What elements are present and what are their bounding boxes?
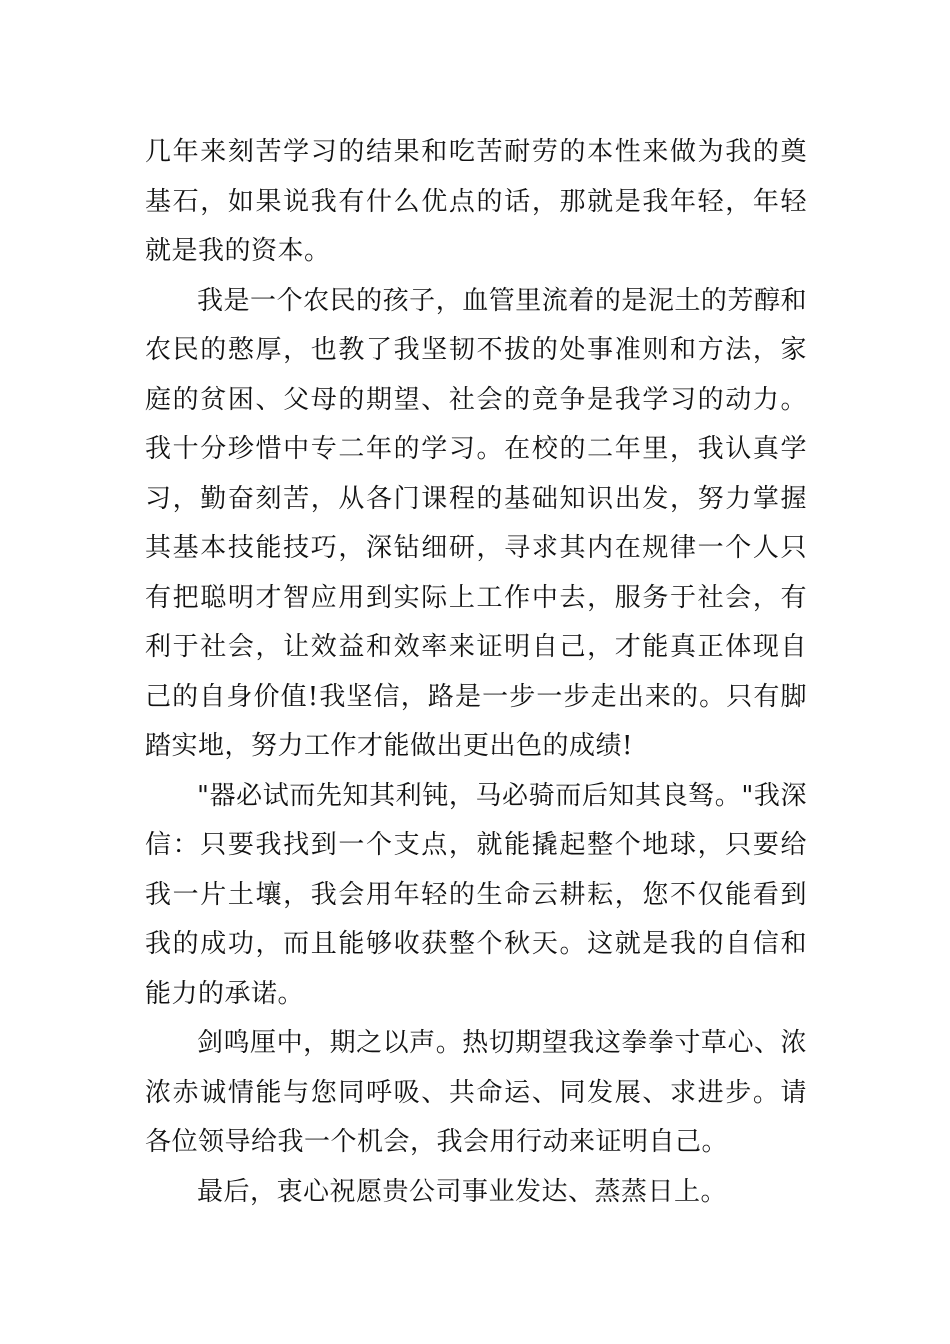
paragraph-5: 最后，衷心祝愿贵公司事业发达、蒸蒸日上。 xyxy=(197,1176,728,1207)
paragraph-2: 我是一个农民的孩子，血管里流着的是泥土的芳醇和农民的憨厚，也教了我坚韧不拔的处事准则和方法，家庭的贫困、父母的期望、社会的竞争是我学习的动力。我十分珍惜中专二年的学习。在校的二年里，我认真学习，勤奋刻苦，从各门课程的基础知识出发，努力掌握其基本技能技巧，深钻细研，寻求其内在规律一个人只有把聪明才智应用到实际上工作中去，服务于社会，有利于社会，让效益和效率来证明自己，才能真正体现自己的自身价值!我坚信，路是一步一步走出来的。只有脚踏实地，努力工作才能做出更出色的成绩! xyxy=(145,285,807,761)
body-text xyxy=(145,128,807,1217)
paragraph-4: 剑鸣厘中，期之以声。热切期望我这拳拳寸草心、浓浓赤诚情能与您同呼吸、共命运、同发展、求进步。请各位领导给我一个机会，我会用行动来证明自己。 xyxy=(145,1028,807,1157)
paragraph-1: 几年来刻苦学习的结果和吃苦耐劳的本性来做为我的奠基石，如果说我有什么优点的话，那就是我年轻，年轻就是我的资本。 xyxy=(145,137,807,266)
paragraph-3: "器必试而先知其利钝，马必骑而后知其良驽。"我深信：只要我找到一个支点，就能撬起整个地球，只要给我一片土壤，我会用年轻的生命云耕耘，您不仅能看到我的成功，而且能够收获整个秋天。这就是我的自信和能力的承诺。 xyxy=(145,780,807,1009)
